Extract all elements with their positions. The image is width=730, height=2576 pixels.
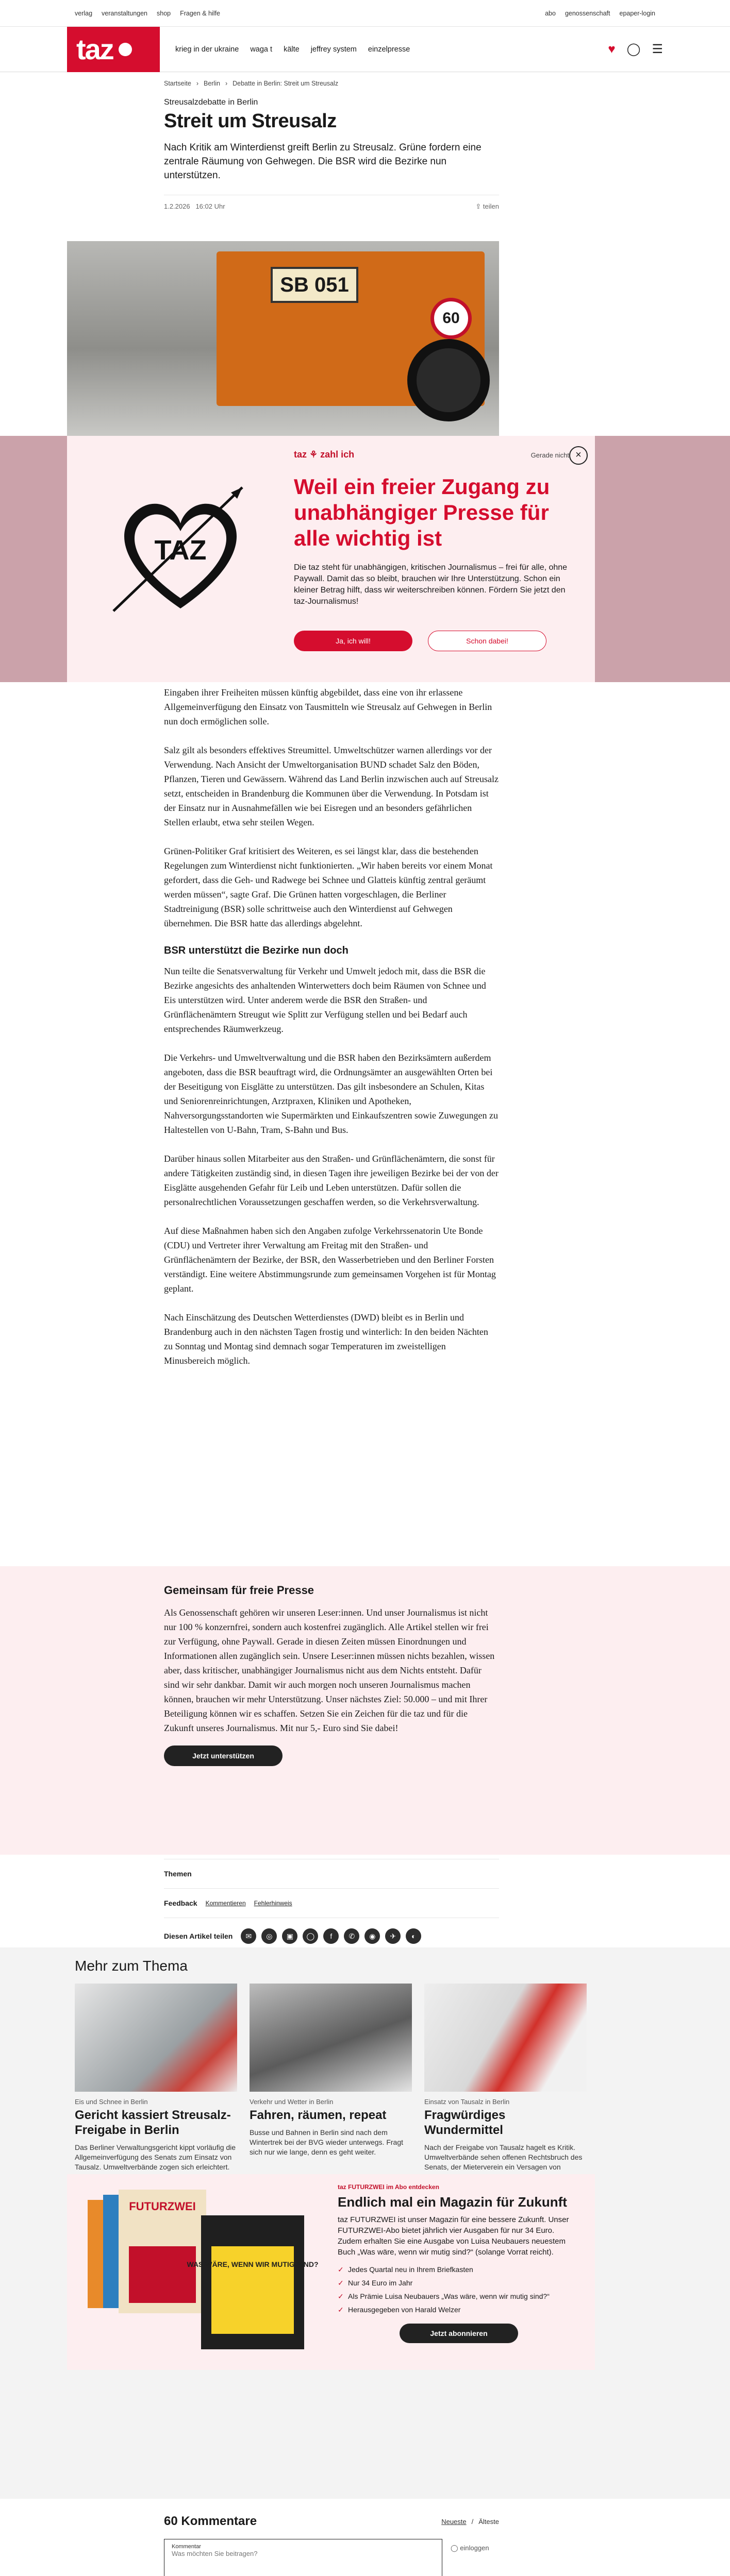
- share-article-label: Diesen Artikel teilen: [164, 1932, 233, 1940]
- article-header: [164, 98, 499, 211]
- card-image: [250, 1984, 412, 2092]
- article-time: 16:02 Uhr: [195, 202, 225, 210]
- support-button[interactable]: Jetzt unterstützen: [164, 1745, 283, 1766]
- modal-text: Die taz steht für unabhängigen, kritischen Journalismus – frei für alle, ohne Paywall. Damit das so bleibt, brauchen wir Ihre Unterstützung. Schon ein kleiner Betrag hilft, dass wir weiterschreiben können. Fördern Sie jetzt den taz-Journalismus!: [294, 563, 568, 606]
- futur-benefit: ✓ Herausgegeben von Harald Welzer: [338, 2303, 580, 2316]
- top-utility-bar: [0, 0, 730, 27]
- threads-icon[interactable]: ◐: [406, 1928, 421, 1944]
- futurzwei-promo: [67, 2174, 595, 2370]
- close-icon[interactable]: ×: [569, 446, 588, 465]
- modal-headline: Weil ein freier Zugang zu unabhängiger Presse für alle wichtig ist: [294, 474, 550, 550]
- card-image: [75, 1984, 237, 2092]
- messenger-icon[interactable]: ◎: [261, 1928, 277, 1944]
- body-paragraph: Nun teilte die Senatsverwaltung für Verkehr und Umwelt jedoch mit, dass die BSR die Bezirke angesichts des anhaltenden Winterwetters doch beim Räumen von Schnee und Eis unterstützen wird. Unter anderem werde die BSR den Straßen- und Grünflächenämtern Streugut wie Splitt zur Verfügung stellen und bei Bedarf auch entsprechendes Räumwerkzeug.: [164, 966, 486, 1034]
- breadcrumb-berlin[interactable]: Berlin: [203, 80, 220, 87]
- futur-benefit: ✓ Nur 34 Euro im Jahr: [338, 2276, 580, 2290]
- body-paragraph: Grünen-Politiker Graf kritisiert des Weiteren, es sei längst klar, dass die bestehenden Regelungen zum Winterdienst nicht funktionierten. „Wir haben bereits vor einem Monat gefordert, dass die Geh- und Radwege bei Schnee und Glatteis künftig zentral geräumt werden müssen“, sagte Graf. Die Grünen hatten vorgeschlagen, die Berliner Stadtreinigung (BSR) solle schrittweise auch den Winterdienst auf Gehwegen übernehmen. Die BSR hatte das allerdings abgelehnt.: [164, 846, 493, 928]
- topbar-link-events[interactable]: veranstaltungen: [102, 9, 147, 17]
- futur-benefit: ✓ Jedes Quartal neu in Ihrem Briefkasten: [338, 2263, 580, 2276]
- comment-placeholder: Was möchten Sie beitragen?: [172, 2550, 258, 2557]
- sort-oldest[interactable]: Älteste: [478, 2517, 499, 2526]
- telegram-icon[interactable]: ✈: [385, 1928, 401, 1944]
- card-text: Busse und Bahnen in Berlin sind nach dem Wintertrek bei der BVG wieder unterwegs. Fragt sich nur wie lange, denn es geht weiter.: [250, 2128, 404, 2156]
- related-card[interactable]: [424, 1984, 587, 2193]
- facebook-icon[interactable]: f: [323, 1928, 339, 1944]
- body-subheading: BSR unterstützt die Bezirke nun doch: [164, 945, 349, 956]
- print-icon[interactable]: ▣: [282, 1928, 297, 1944]
- card-kicker: Eis und Schnee in Berlin: [75, 2098, 148, 2106]
- topbar-link-shop[interactable]: shop: [157, 9, 171, 17]
- futur-title: Endlich mal ein Magazin für Zukunft: [338, 2194, 567, 2210]
- whatsapp-icon[interactable]: ✆: [344, 1928, 359, 1944]
- themen-row: [164, 1859, 499, 1888]
- related-card[interactable]: [250, 1984, 412, 2193]
- card-title: Gericht kassiert Streusalz-Freigabe in Berlin: [75, 2108, 231, 2137]
- body-paragraph: Die Verkehrs- und Umweltverwaltung und die BSR haben den Bezirksämtern außerdem angeboten, dass die BSR beauftragt wird, die Ordnungsämter an ausgewählten Orten bei der Beseitigung von Eisglätte zu unterstützen. Das gilt insbesondere an Schulen, Kitas und Seniorenreinrichtungen, Arztpraxen, Kliniken und Apotheken, Nahversorgungsstandorten wie Supermärkten und Einkaufszentren sowie Zuwegungen zu Haltestellen von U-Bahn, Tram, S-Bahn und Bus.: [164, 1053, 498, 1135]
- sort-newest[interactable]: Neueste: [441, 2517, 467, 2526]
- error-report-link[interactable]: Fehlerhinweis: [254, 1900, 292, 1907]
- body-paragraph: Darüber hinaus sollen Mitarbeiter aus den Straßen- und Grünflächenämtern, die sonst für andere Tätigkeiten zuständig sind, in diesen Tagen ihre jeweiligen Bezirke bei der von der Eisglätte ausgehenden Gefahr für Leib und Leben unterstützen. Dafür sollen die personalrechtlichen Voraussetzungen geschaffen werden, so die Verkehrsverwaltung.: [164, 1154, 499, 1207]
- login-label: einloggen: [460, 2544, 489, 2552]
- already-button[interactable]: Schon dabei!: [428, 631, 546, 651]
- user-icon[interactable]: ◯: [626, 42, 641, 56]
- subscribe-button[interactable]: Jetzt abonnieren: [400, 2324, 518, 2343]
- hero-image: [67, 241, 499, 437]
- nav-item-5[interactable]: einzelpresse: [368, 45, 410, 54]
- card-kicker: Einsatz von Tausalz in Berlin: [424, 2098, 510, 2106]
- topbar-link-help[interactable]: Fragen & hilfe: [180, 9, 220, 17]
- not-now-link[interactable]: Gerade nicht: [530, 451, 569, 459]
- themen-label: Themen: [164, 1870, 192, 1878]
- article-title: Streit um Streusalz: [164, 110, 337, 132]
- breadcrumb-home[interactable]: Startseite: [164, 80, 191, 87]
- paw-icon: [119, 43, 132, 56]
- email-icon[interactable]: ✉: [241, 1928, 256, 1944]
- truck-sign: SB 051: [271, 267, 358, 303]
- share-button[interactable]: [475, 202, 499, 211]
- menu-icon[interactable]: ☰: [652, 42, 663, 56]
- card-kicker: Verkehr und Wetter in Berlin: [250, 2098, 334, 2106]
- comment-link[interactable]: Kommentieren: [205, 1900, 246, 1907]
- article-body: [164, 685, 499, 1382]
- article-kicker: Streusalzdebatte in Berlin: [164, 98, 258, 107]
- heart-icon[interactable]: ♥: [608, 42, 616, 56]
- body-paragraph: Eingaben ihrer Freiheiten müssen künftig abgebildet, dass eine von ihr erlassene Allgemeinverfügung den Einsatz von Tausmitteln wie Streusalz auf Gehwegen in Berlin nun doch ermöglichen solle.: [164, 687, 492, 726]
- login-link[interactable]: [451, 2539, 489, 2576]
- modal-brand: taz ⚘ zahl ich: [294, 449, 355, 460]
- related-title: Mehr zum Thema: [75, 1958, 188, 1974]
- topbar-link-verlag[interactable]: verlag: [75, 9, 93, 17]
- support-title: Gemeinsam für freie Presse: [164, 1584, 314, 1597]
- share-icon: ⇪: [475, 202, 482, 210]
- futur-text: taz FUTURZWEI ist unser Magazin für eine bessere Zukunft. Unser FUTURZWEI-Abo bietet jährlich vier Ausgaben für nur 34 Euro. Zudem erhalten Sie eine Ausgabe von Luisa Neubauers neuestem Buch „Was wäre, wenn wir mutig sind?“ (solange Vorrat reicht).: [338, 2215, 569, 2257]
- body-paragraph: Salz gilt als besonders effektives Streumittel. Umweltschützer warnen allerdings vor der Verwendung. Nach Ansicht der Umweltorganisation BUND schadet Salz den Böden, Pflanzen, Tieren und Gewässern. Während das Land Berlin inzwischen auch auf Streusalz setzt, entscheiden in Brandenburg die Kommunen über die Verwendung. In Potsdam ist der Einsatz nur in Ausnahmefällen wie bei Eisregen und an besonders gefährlichen Stellen erlaubt, etwa sehr steilen Wegen.: [164, 745, 499, 827]
- card-title: Fahren, räumen, repeat: [250, 2108, 387, 2122]
- futur-kicker: taz FUTURZWEI im Abo entdecken: [338, 2183, 439, 2191]
- magazine-covers-image: [82, 2184, 320, 2360]
- sort-divider: /: [471, 2517, 474, 2526]
- article-date: 1.2.2026: [164, 202, 190, 210]
- book-title: WAS WÄRE, WENN WIR MUTIG SIND?: [187, 2260, 319, 2268]
- heart-text: TAZ: [154, 535, 207, 566]
- nav-item-kaelte[interactable]: kälte: [284, 45, 300, 54]
- topbar-link-abo[interactable]: abo: [545, 9, 556, 17]
- nav-item-ukraine[interactable]: krieg in der ukraine: [175, 45, 239, 54]
- article-meta: [164, 195, 499, 211]
- futur-benefit: ✓ Als Prämie Luisa Neubauers „Was wäre, wenn wir mutig sind?“: [338, 2290, 580, 2303]
- cover-title: FUTURZWEI: [129, 2200, 196, 2213]
- article-lead: Nach Kritik am Winterdienst greift Berlin zu Streusalz. Grüne fordern eine zentrale Räumung von Gehwegen. Die BSR wird die Bezirke nun unterstützen.: [164, 142, 482, 181]
- related-articles: [0, 1947, 730, 2499]
- article-footer: [164, 1859, 499, 1954]
- mastodon-icon[interactable]: ◯: [303, 1928, 318, 1944]
- chevron-right-icon: ›: [196, 80, 198, 87]
- nav-item-2[interactable]: waga t: [250, 45, 273, 54]
- yes-button[interactable]: Ja, ich will!: [294, 631, 412, 651]
- chevron-right-icon: ›: [225, 80, 228, 87]
- topbar-link-cooperative[interactable]: genossenschaft: [565, 9, 610, 17]
- comments-section: [164, 2514, 499, 2576]
- taz-heart-icon: [103, 472, 258, 626]
- main-header: [0, 27, 730, 72]
- bluesky-icon[interactable]: ◉: [364, 1928, 380, 1944]
- feedback-row: [164, 1888, 499, 1918]
- topbar-link-epaper[interactable]: epaper-login: [619, 9, 655, 17]
- comments-count: 60 Kommentare: [164, 2514, 257, 2528]
- comment-label: Kommentar: [172, 2544, 201, 2550]
- card-text: Nach der Freigabe von Tausalz hagelt es Kritik. Umweltverbände sehen offenen Rechtsbruch des Senats, der Mieterverein ein Versagen von: [424, 2143, 583, 2171]
- body-paragraph: Auf diese Maßnahmen haben sich den Angaben zufolge Verkehrssenatorin Ute Bonde (CDU) und Vertreter ihrer Verwaltung am Freitag mit den Straßen- und Grünflächenämtern der Bezirke, der BSR, den Wasserbetrieben und den Berliner Forsten verständigt. Eine weitere Abstimmungsrunde zum gemeinsamen Vorgehen ist für Montag geplant.: [164, 1226, 496, 1294]
- breadcrumb-current: Debatte in Berlin: Streit um Streusalz: [233, 80, 339, 87]
- nav-item-4[interactable]: jeffrey system: [310, 45, 357, 54]
- main-nav: [175, 43, 608, 56]
- related-card[interactable]: [75, 1984, 237, 2193]
- logo-text: taz: [76, 33, 113, 65]
- breadcrumb: [0, 72, 730, 95]
- feedback-label: Feedback: [164, 1899, 197, 1907]
- support-text: Als Genossenschaft gehören wir unseren Leser:innen. Und unser Journalismus ist nicht nur 100 % konzernfrei, sondern auch kostenfrei zugänglich. Alle Artikel stellen wir frei zur Verfügung, ohne Paywall. Gerade in diesen Zeiten müssen Einordnungen und Informationen allen zugänglich sein. Unsere Leser:innen müssen nichts bezahlen, wissen aber, dass kritischer, unabhängiger Journalismus nicht aus dem Nichts entsteht. Dafür sind wir sehr dankbar. Damit wir auch morgen noch unseren Journalismus machen können, brauchen wir mehr Unterstützung. Unser nächstes Ziel: 50.000 – und mit Ihrer Beteiligung können wir es schaffen. Setzen Sie ein Zeichen für die taz und für die Zukunft unseres Journalismus. Mit nur 5,- Euro sind Sie dabei!: [164, 1607, 495, 1733]
- taz-logo[interactable]: [67, 27, 160, 72]
- comment-input[interactable]: [164, 2539, 442, 2576]
- card-image: [424, 1984, 587, 2092]
- support-box: [0, 1566, 730, 1855]
- truck-wheel: [407, 339, 490, 421]
- donation-modal: [67, 436, 595, 682]
- body-paragraph: Nach Einschätzung des Deutschen Wetterdienstes (DWD) bleibt es in Berlin und Brandenburg auch in den nächsten Tagen frostig und winterlich: In den beiden Nächten zu Sonntag und Montag sind demnach sogar Temperaturen im zweistelligen Minusbereich möglich.: [164, 1312, 488, 1366]
- card-text: Das Berliner Verwaltungsgericht kippt vorläufig die Allgemeinverfügung des Senats zum Einsatz von Tausalz. Umweltverbände zogen sich erleichtert.: [75, 2143, 236, 2171]
- user-icon: ◯: [451, 2544, 458, 2552]
- share-label: teilen: [483, 202, 499, 210]
- speed-sign: 60: [430, 298, 472, 339]
- card-title: Fragwürdiges Wundermittel: [424, 2108, 506, 2137]
